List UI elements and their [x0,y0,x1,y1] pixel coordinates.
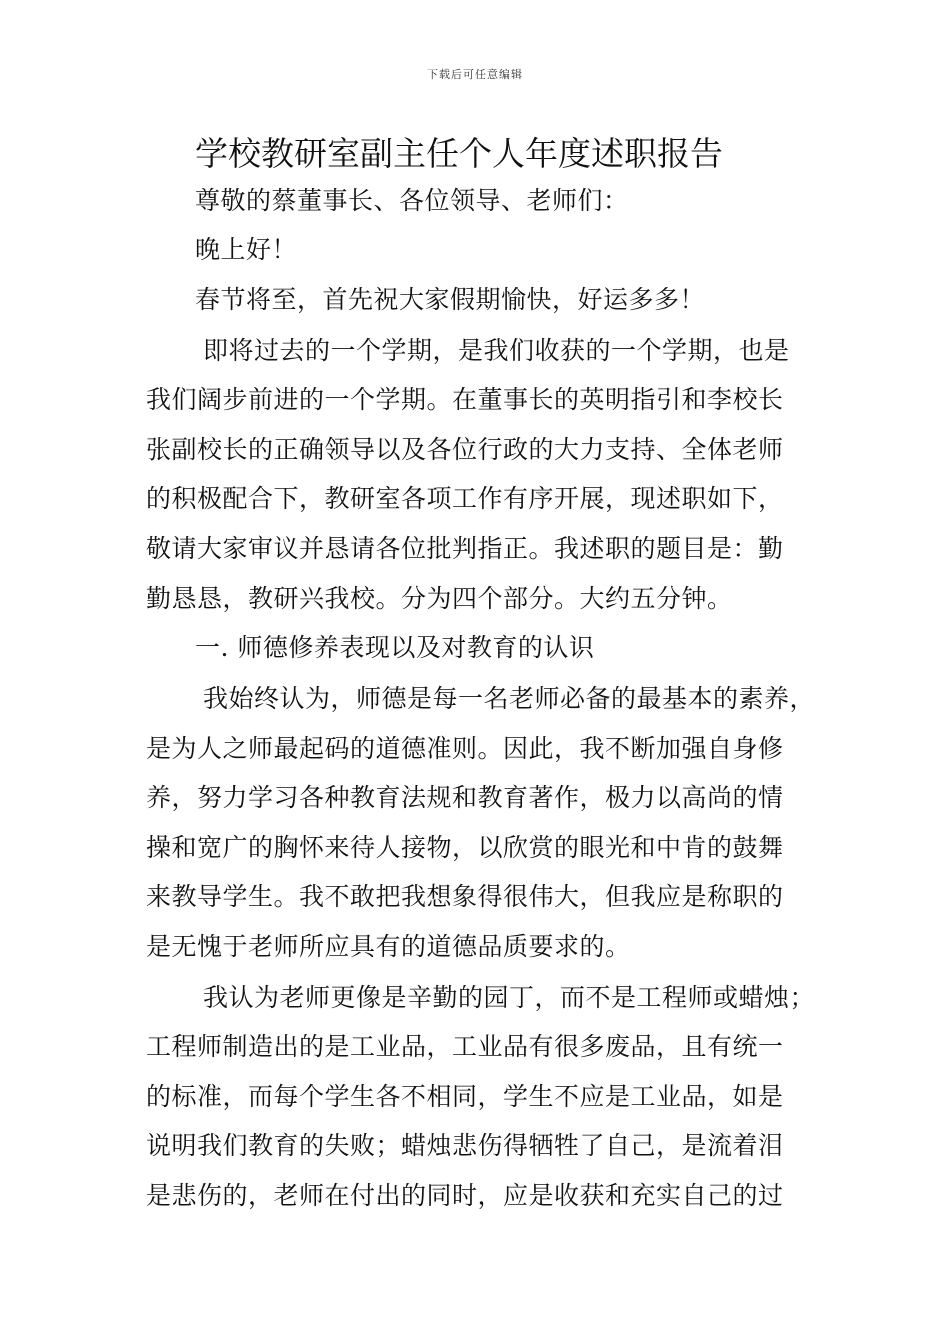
paragraph-line: 来教导学生。我不敢把我想象得很伟大，但我应是称职的 [146,882,784,911]
paragraph-line: 我们阔步前进的一个学期。在董事长的英明指引和李校长 [146,385,784,414]
paragraph-line: 张副校长的正确领导以及各位行政的大力支持、全体老师 [146,435,784,464]
paragraph-line: 工程师制造出的是工业品，工业品有很多废品，且有统一 [146,1032,784,1061]
evening-greeting-line: 晚上好！ [195,235,298,264]
paragraph-line: 即将过去的一个学期，是我们收获的一个学期，也是 [203,336,790,365]
paragraph-line: 的积极配合下，教研室各项工作有序开展，现述职如下， [146,484,784,513]
paragraph-line: 是无愧于老师所应具有的道德品质要求的。 [146,932,631,961]
greeting-line: 尊敬的蔡董事长、各位领导、老师们： [195,186,629,215]
paragraph-line: 是悲伤的，老师在付出的同时，应是收获和充实自己的过 [146,1181,784,1210]
paragraph-line: 养，努力学习各种教育法规和教育著作，极力以高尚的情 [146,783,784,812]
paragraph-line: 操和宽广的胸怀来待人接物，以欣赏的眼光和中肯的鼓舞 [146,833,784,862]
paragraph-line: 是为人之师最起码的道德准则。因此，我不断加强自身修 [146,734,784,763]
document-title: 学校教研室副主任个人年度述职报告 [195,134,723,173]
paragraph-line: 敬请大家审议并恳请各位批判指正。我述职的题目是：勤 [146,534,784,563]
paragraph-line: 说明我们教育的失败；蜡烛悲伤得牺牲了自己，是流着泪 [146,1131,784,1160]
paragraph-line: 我认为老师更像是辛勤的园丁，而不是工程师或蜡烛； [203,983,816,1012]
paragraph-line: 的标准，而每个学生各不相同，学生不应是工业品，如是 [146,1082,784,1111]
holiday-wish-line: 春节将至，首先祝大家假期愉快，好运多多！ [195,285,706,314]
paragraph-line: 我始终认为，师德是每一名老师必备的最基本的素养， [203,684,816,713]
section-heading: 一. 师德修养表现以及对教育的认识 [195,633,595,662]
header-note: 下载后可任意编辑 [427,68,523,81]
paragraph-line: 勤恳恳，教研兴我校。分为四个部分。大约五分钟。 [146,584,733,613]
